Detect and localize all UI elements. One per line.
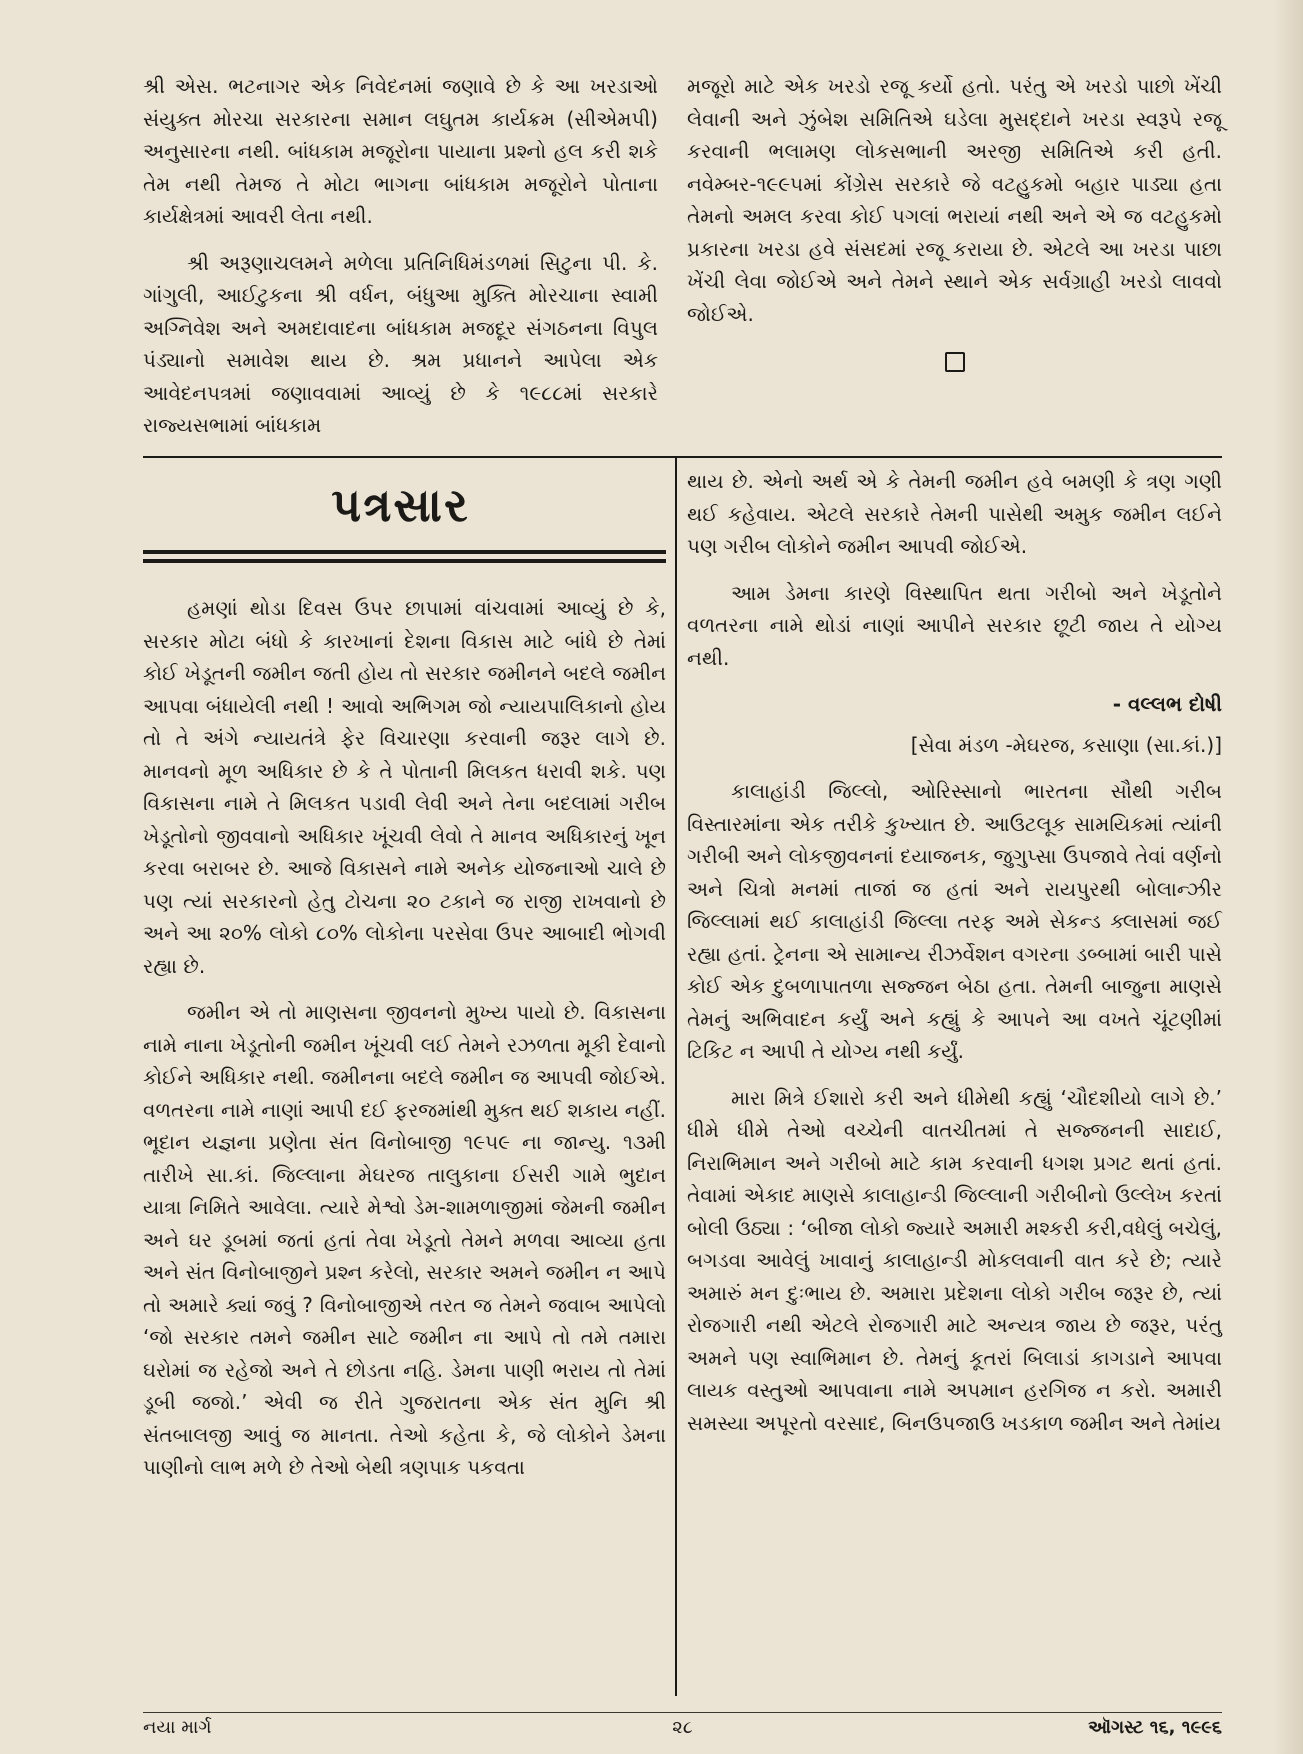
paragraph: જમીન એ તો માણસના જીવનનો મુખ્ય પાયો છે. વિકાસના નામે નાના ખેડૂતોની જમીન ખૂંચવી લઈ તેમને રઝળતા મૂકી દેવાનો કોઈને અધિકાર નથી. જમીનના બદલે જમીન જ આપવી જોઈએ. વળતરના નામે નાણાં આપી દઈ ફરજમાંથી મુક્ત થઈ શકાય નહીં. ભૂદાન યજ્ઞના પ્રણેતા સંત વિનોબાજી ૧૯૫૯ ના જાન્યુ. ૧૩મી તારીખે સા.કાં. જિલ્લાના મેઘરજ તાલુકાના ઈસરી ગામે ભુદાન યાત્રા નિમિતે આવેલા. ત્યારે મેશ્વો ડેમ-શામળાજીમાં જેમની જમીન અને ઘર ડૂબમાં જતાં હતાં તેવા ખેડૂતો તેમને મળવા આવ્યા હતા અને સંત વિનોબાજીને પ્રશ્ન કરેલો, સરકાર અમને જમીન ન આપે તો અમારે ક્યાં જવું ? વિનોબાજીએ તરત જ તેમને જવાબ આપેલો ‘જો સરકાર તમને જમીન સાટે જમીન ના આપે તો તમે તમારા ઘરોમાં જ રહેજો અને તે છોડતા નહિ. ડેમના પાણી ભરાય તો તેમાં ડૂબી જજો.’ એવી જ રીતે ગુજરાતના એક સંત મુનિ શ્રી સંતબાલજી આવું જ માનતા. તેઓ કહેતા કે, જે લોકોને ડેમના પાણીનો લાભ મળે છે તેઓ બેથી ત્રણપાક પકવતા <box>143 1000 666 1479</box>
article-end-mark <box>945 352 965 372</box>
letter-signature: - વલ્લભ દોષી <box>1112 692 1222 716</box>
bottom-right-column <box>687 465 1222 1453</box>
top-right-column <box>687 70 1222 372</box>
paragraph: શ્રી એસ. ભટનાગર એક નિવેદનમાં જણાવે છે કે આ ખરડાઓ સંયુક્ત મોરચા સરકારના સમાન લઘુતમ કાર્યક્રમ (સીએમપી) અનુસારના નથી. બાંધકામ મજૂરોના પાયાના પ્રશ્નો હલ કરી શકે તેમ નથી તેમજ તે મોટા ભાગના બાંધકામ મજૂરોને પોતાના કાર્યક્ષેત્રમાં આવરી લેતા નથી. <box>143 74 658 228</box>
paragraph: થાય છે. એનો અર્થ એ કે તેમની જમીન હવે બમણી કે ત્રણ ગણી થઈ કહેવાય. એટલે સરકારે તેમની પાસેથી અમુક જમીન લઈને પણ ગરીબ લોકોને જમીન આપવી જોઈએ. <box>687 469 1222 558</box>
paragraph: શ્રી અરૂણાચલમને મળેલા પ્રતિનિધિમંડળમાં સિટુના પી. કે. ગાંગુલી, આઈટુકના શ્રી વર્ધન, બંધુઆ મુક્તિ મોરચાના સ્વામી અગ્નિવેશ અને અમદાવાદના બાંધકામ મજદૂર સંગઠનના વિપુલ પંડ્યાનો સમાવેશ થાય છે. શ્રમ પ્રધાનને આપેલા એક આવેદનપત્રમાં જણાવવામાં આવ્યું છે કે ૧૯૮૮માં સરકારે રાજ્યસભામાં બાંધકામ <box>143 250 658 437</box>
page-edge-shadow <box>1273 0 1303 1754</box>
paragraph: આમ ડેમના કારણે વિસ્થાપિત થતા ગરીબો અને ખેડૂતોને વળતરના નામે થોડાં નાણાં આપીને સરકાર છૂટી જાય તે યોગ્ય નથી. <box>687 580 1222 670</box>
column-divider <box>675 456 677 1696</box>
section-title: પત્રસાર <box>331 478 470 532</box>
page-number: ૨૮ <box>672 1717 693 1738</box>
top-left-column <box>143 70 658 456</box>
title-underline <box>143 550 666 568</box>
magazine-name: નયા માર્ગ <box>143 1717 212 1738</box>
paragraph: કાલાહાંડી જિલ્લો, ઓરિસ્સાનો ભારતના સૌથી ગરીબ વિસ્તારમાંના એક તરીકે કુખ્યાત છે. આઉટલૂક સામયિકમાં ત્યાંની ગરીબી અને લોકજીવનનાં દયાજનક, જુગુપ્સા ઉપજાવે તેવાં વર્ણનો અને ચિત્રો મનમાં તાજાં જ હતાં અને રાયપુરથી બોલાન્ઝીર જિલ્લામાં થઈ કાલાહાંડી જિલ્લા તરફ અમે સેકન્ડ ક્લાસમાં જઈ રહ્યા હતાં. ટ્રેનના એ સામાન્ય રીઝર્વેશન વગરના ડબ્બામાં બારી પાસે કોઈ એક દુબળાપાતળા સજ્જન બેઠા હતા. તેમની બાજુના માણસે તેમનું અભિવાદન કર્યું અને કહ્યું કે આપને આ વખતે ચૂંટણીમાં ટિકિટ ન આપી તે યોગ્ય નથી કર્યું. <box>687 779 1222 1063</box>
paragraph: મારા મિત્રે ઈશારો કરી અને ધીમેથી કહ્યું ‘ચૌદશીયો લાગે છે.’ ધીમે ધીમે તેઓ વચ્ચેની વાતચીતમાં તે સજ્જનની સાદાઈ, નિરાભિમાન અને ગરીબો માટે કામ કરવાની ધગશ પ્રગટ થતાં હતાં. તેવામાં એકાદ માણસે કાલાહાન્ડી જિલ્લાની ગરીબીનો ઉલ્લેખ કરતાં બોલી ઉઠ્યા : ‘બીજા લોકો જ્યારે અમારી મશ્કરી કરી,વધેલું બચેલું, બગડવા આવેલું ખાવાનું કાલાહાન્ડી મોકલવાની વાત કરે છે; ત્યારે અમારું મન દુઃભાય છે. અમારા પ્રદેશના લોકો ગરીબ જરૂર છે, ત્યાં રોજગારી નથી એટલે રોજગારી માટે અન્યત્ર જાય છે જરૂર, પરંતુ અમને પણ સ્વાભિમાન છે. તેમનું કૂતરાં બિલાડાં કાગડાને આપવા લાયક વસ્તુઓ આપવાના નામે અપમાન હરગિજ ન કરો. અમારી સમસ્યા અપૂરતો વરસાદ, બિનઉપજાઉ ખડકાળ જમીન અને તેમાંય <box>687 1085 1222 1435</box>
horizontal-divider <box>143 456 1222 458</box>
page-footer <box>143 1712 1222 1743</box>
paragraph: હમણાં થોડા દિવસ ઉપર છાપામાં વાંચવામાં આવ્યું છે કે, સરકાર મોટા બંધો કે કારખાનાં દેશના વિકાસ માટે બાંધે છે તેમાં કોઈ ખેડૂતની જમીન જતી હોય તો સરકાર જમીનને બદલે જમીન આપવા બંધાયેલી નથી ! આવો અભિગમ જો ન્યાયપાલિકાનો હોય તો તે અંગે ન્યાયતંત્રે ફેર વિચારણા કરવાની જરૂર લાગે છે. માનવનો મૂળ અધિકાર છે કે તે પોતાની મિલકત ધરાવી શકે. પણ વિકાસના નામે તે મિલકત પડાવી લેવી અને તેના બદલામાં ગરીબ ખેડૂતોનો જીવવાનો અધિકાર ખૂંચવી લેવો તે માનવ અધિકારનું ખૂન કરવા બરાબર છે. આજે વિકાસને નામે અનેક યોજનાઓ ચાલે છે પણ ત્યાં સરકારનો હેતુ ટોચના ૨૦ ટકાને જ રાજી રાખવાનો છે અને આ ૨૦% લોકો ૮૦% લોકોના પરસેવા ઉપર આબાદી ભોગવી રહ્યા છે. <box>143 596 666 978</box>
letter-affiliation: [સેવા મંડળ -મેઘરજ, કસાણા (સા.કાં.)] <box>910 732 1222 757</box>
issue-date: ઑગસ્ટ ૧૬, ૧૯૯૬ <box>1088 1717 1222 1738</box>
paragraph: મજૂરો માટે એક ખરડો રજૂ કર્યો હતો. પરંતુ એ ખરડો પાછો ખેંચી લેવાની અને ઝુંબેશ સમિતિએ ઘડેલા મુસદ્દાને ખરડા સ્વરૂપે રજૂ કરવાની ભલામણ લોકસભાની અરજી સમિતિએ કરી હતી. નવેમ્બર-૧૯૯૫માં કોંગ્રેસ સરકારે જે વટહુકમો બહાર પાડ્યા હતા તેમનો અમલ કરવા કોઈ પગલાં ભરાયાં નથી અને એ જ વટહુકમો પ્રકારના ખરડા હવે સંસદમાં રજૂ કરાયા છે. એટલે આ ખરડા પાછા ખેંચી લેવા જોઈએ અને તેમને સ્થાને એક સર્વગ્રાહી ખરડો લાવવો જોઈએ. <box>687 74 1222 326</box>
bottom-left-column <box>143 592 666 1498</box>
